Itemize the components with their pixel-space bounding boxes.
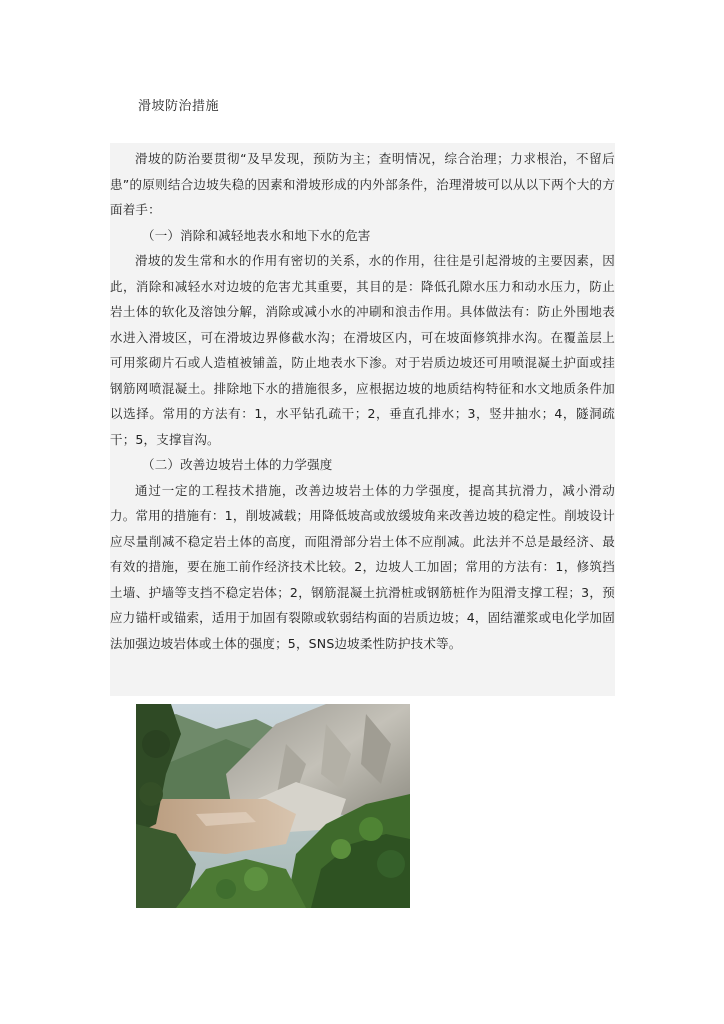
article-body (110, 143, 615, 696)
landslide-photo (136, 704, 410, 908)
section-1-heading: （一）消除和减轻地表水和地下水的危害 (142, 227, 371, 243)
section-2-heading: （二）改善边坡岩土体的力学强度 (142, 457, 333, 472)
section-2-paragraph: 通过一定的工程技术措施，改善边坡岩土体的力学强度，提高其抗滑力，减小滑动力。常用的措施有：1，削坡减载；用降低坡高或放缓坡角来改善边坡的稳定性。削坡设计应尽量削减不稳定岩土体的高度，而阻滑部分岩土体不应削减。此法并不总是最经济、最有效的措施，要在施工前作经济技术比较。2，边坡人工加固；常用的方法有：1，修筑挡土墙、护墙等支挡不稳定岩体；2，钢筋混凝土抗滑桩或钢筋桩作为阻滑支撑工程；3，预应力锚杆或锚索，适用于加固有裂隙或软弱结构面的岩质边坡；4，固结灌浆或电化学加固法加强边坡岩体或土体的强度；5，SNS边坡柔性防护技术等。 (110, 482, 615, 651)
intro-paragraph: 滑坡的防治要贯彻“及早发现，预防为主；查明情况，综合治理；力求根治，不留后患”的原则结合边坡失稳的因素和滑坡形成的内外部条件，治理滑坡可以从以下两个大的方面着手： (110, 151, 615, 217)
page-title: 滑坡防治措施 (138, 99, 220, 114)
section-1-paragraph: 滑坡的发生常和水的作用有密切的关系，水的作用，往往是引起滑坡的主要因素，因此，消除和减轻水对边坡的危害尤其重要，其目的是：降低孔隙水压力和动水压力，防止岩土体的软化及溶蚀分解，消除或减小水的冲刷和浪击作用。具体做法有：防止外围地表水进入滑坡区，可在滑坡边界修截水沟；在滑坡区内，可在坡面修筑排水沟。在覆盖层上可用浆砌片石或人造植被铺盖，防止地表水下渗。对于岩质边坡还可用喷混凝土护面或挂钢筋网喷混凝土。排除地下水的措施很多，应根据边坡的地质结构特征和水文地质条件加以选择。常用的方法有：1，水平钻孔疏干；2，垂直孔排水；3，竖井抽水；4，隧洞疏干；5，支撑盲沟。 (110, 253, 615, 447)
